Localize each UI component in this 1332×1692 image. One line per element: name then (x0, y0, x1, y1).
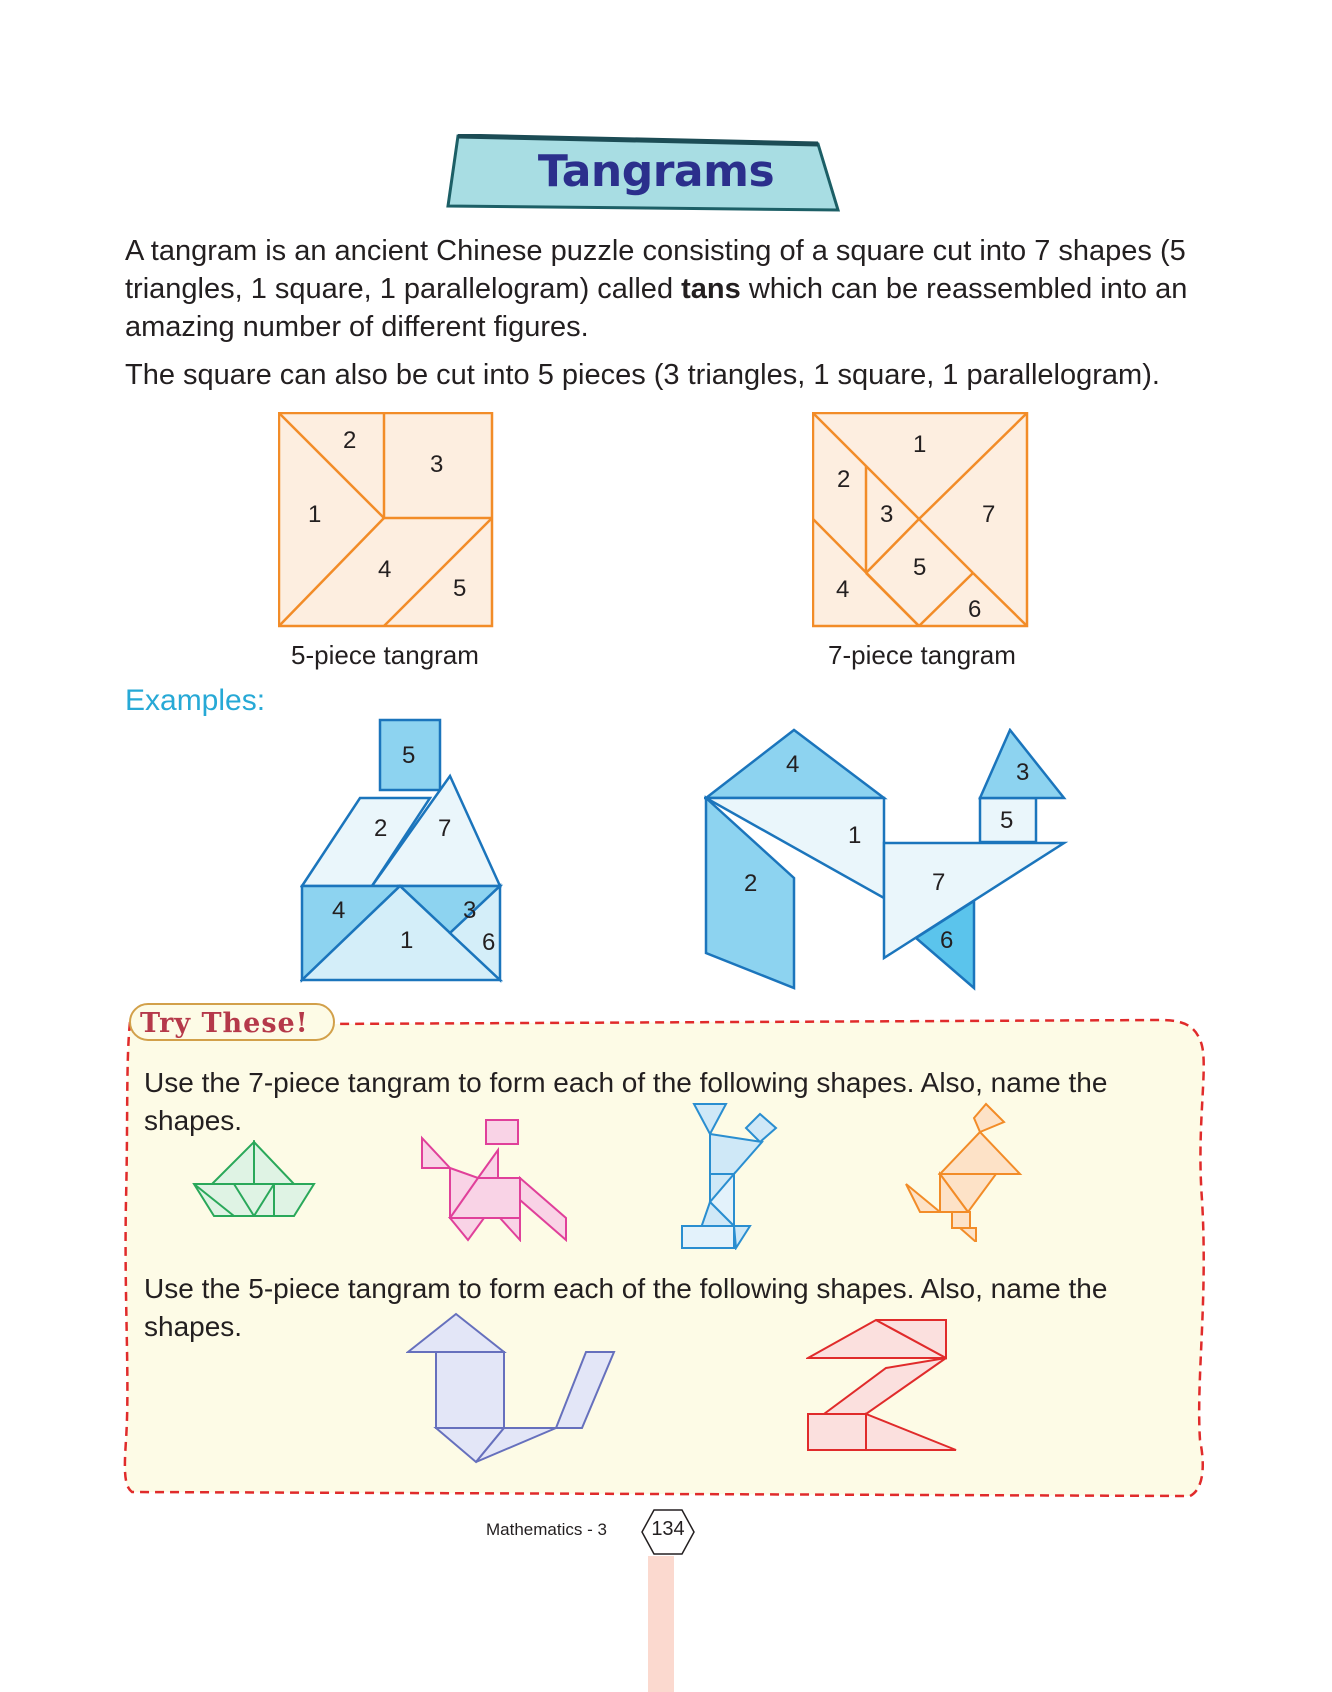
page-title: Tangrams (537, 146, 775, 197)
tan-label: 2 (744, 870, 758, 897)
tan-label: 7 (982, 501, 996, 528)
tan-label: 2 (343, 427, 357, 454)
tan-label: 7 (932, 869, 946, 896)
swan-shape (406, 1312, 616, 1466)
intro-text-after: which can be reassembled into an amazing number of different figures. (125, 273, 1188, 343)
tan-label: 2 (837, 466, 851, 493)
intro-bold-term: tans (681, 273, 741, 305)
bird-shape (904, 1102, 1028, 1242)
tan-label: 3 (463, 897, 477, 924)
tan-label: 6 (482, 929, 496, 956)
tan-label: 3 (1016, 759, 1030, 786)
animal-tangram-example (704, 728, 1084, 992)
tan-label: 1 (913, 431, 927, 458)
task-seven-piece: Use the 7-piece tangram to form each of the following shapes. Also, name the shapes. (144, 1067, 1108, 1136)
five-piece-caption: 5-piece tangram (291, 640, 479, 670)
kneeling-figure-shape (680, 1102, 792, 1250)
tan-label: 1 (848, 822, 862, 849)
tan-label: 7 (438, 815, 452, 842)
five-piece-description: The square can also be cut into 5 pieces (3 triangles, 1 square, 1 parallelogram). (125, 359, 1160, 391)
tan-label: 2 (374, 815, 388, 842)
five-piece-tangram (278, 412, 494, 628)
tan-label: 1 (400, 927, 414, 954)
seven-piece-caption: 7-piece tangram (828, 640, 1016, 670)
seven-piece-tangram (812, 412, 1030, 628)
intro-paragraph (125, 232, 1210, 346)
tan-label: 5 (1000, 807, 1014, 834)
rider-shape (420, 1118, 570, 1242)
house-tangram-example (300, 718, 530, 998)
tan-label: 5 (402, 742, 416, 769)
tan-label: 6 (940, 927, 954, 954)
tan-label: 5 (453, 575, 467, 602)
page-tab-strip (648, 1556, 674, 1692)
tan-label: 1 (308, 501, 322, 528)
task-five-piece: Use the 5-piece tangram to form each of the following shapes. Also, name the shapes. (144, 1273, 1108, 1342)
tan-label: 4 (836, 576, 850, 603)
tan-label: 4 (332, 897, 346, 924)
tan-label: 4 (786, 751, 800, 778)
footer-book-title: Mathematics - 3 (486, 1520, 607, 1539)
z-shape (806, 1318, 958, 1452)
page-number: 134 (651, 1518, 685, 1540)
intro-text-before: A tangram is an ancient Chinese puzzle consisting of a square cut into 7 shapes (5 triangles, 1 square, 1 parallelogram) called (125, 235, 1186, 305)
boat-shape (192, 1140, 316, 1220)
tan-label: 4 (378, 556, 392, 583)
tan-label: 6 (968, 596, 982, 623)
tan-label: 3 (880, 501, 894, 528)
try-these-label: Try These! (140, 1008, 309, 1039)
tan-label: 3 (430, 451, 444, 478)
examples-heading: Examples: (125, 684, 266, 717)
tan-label: 5 (913, 554, 927, 581)
